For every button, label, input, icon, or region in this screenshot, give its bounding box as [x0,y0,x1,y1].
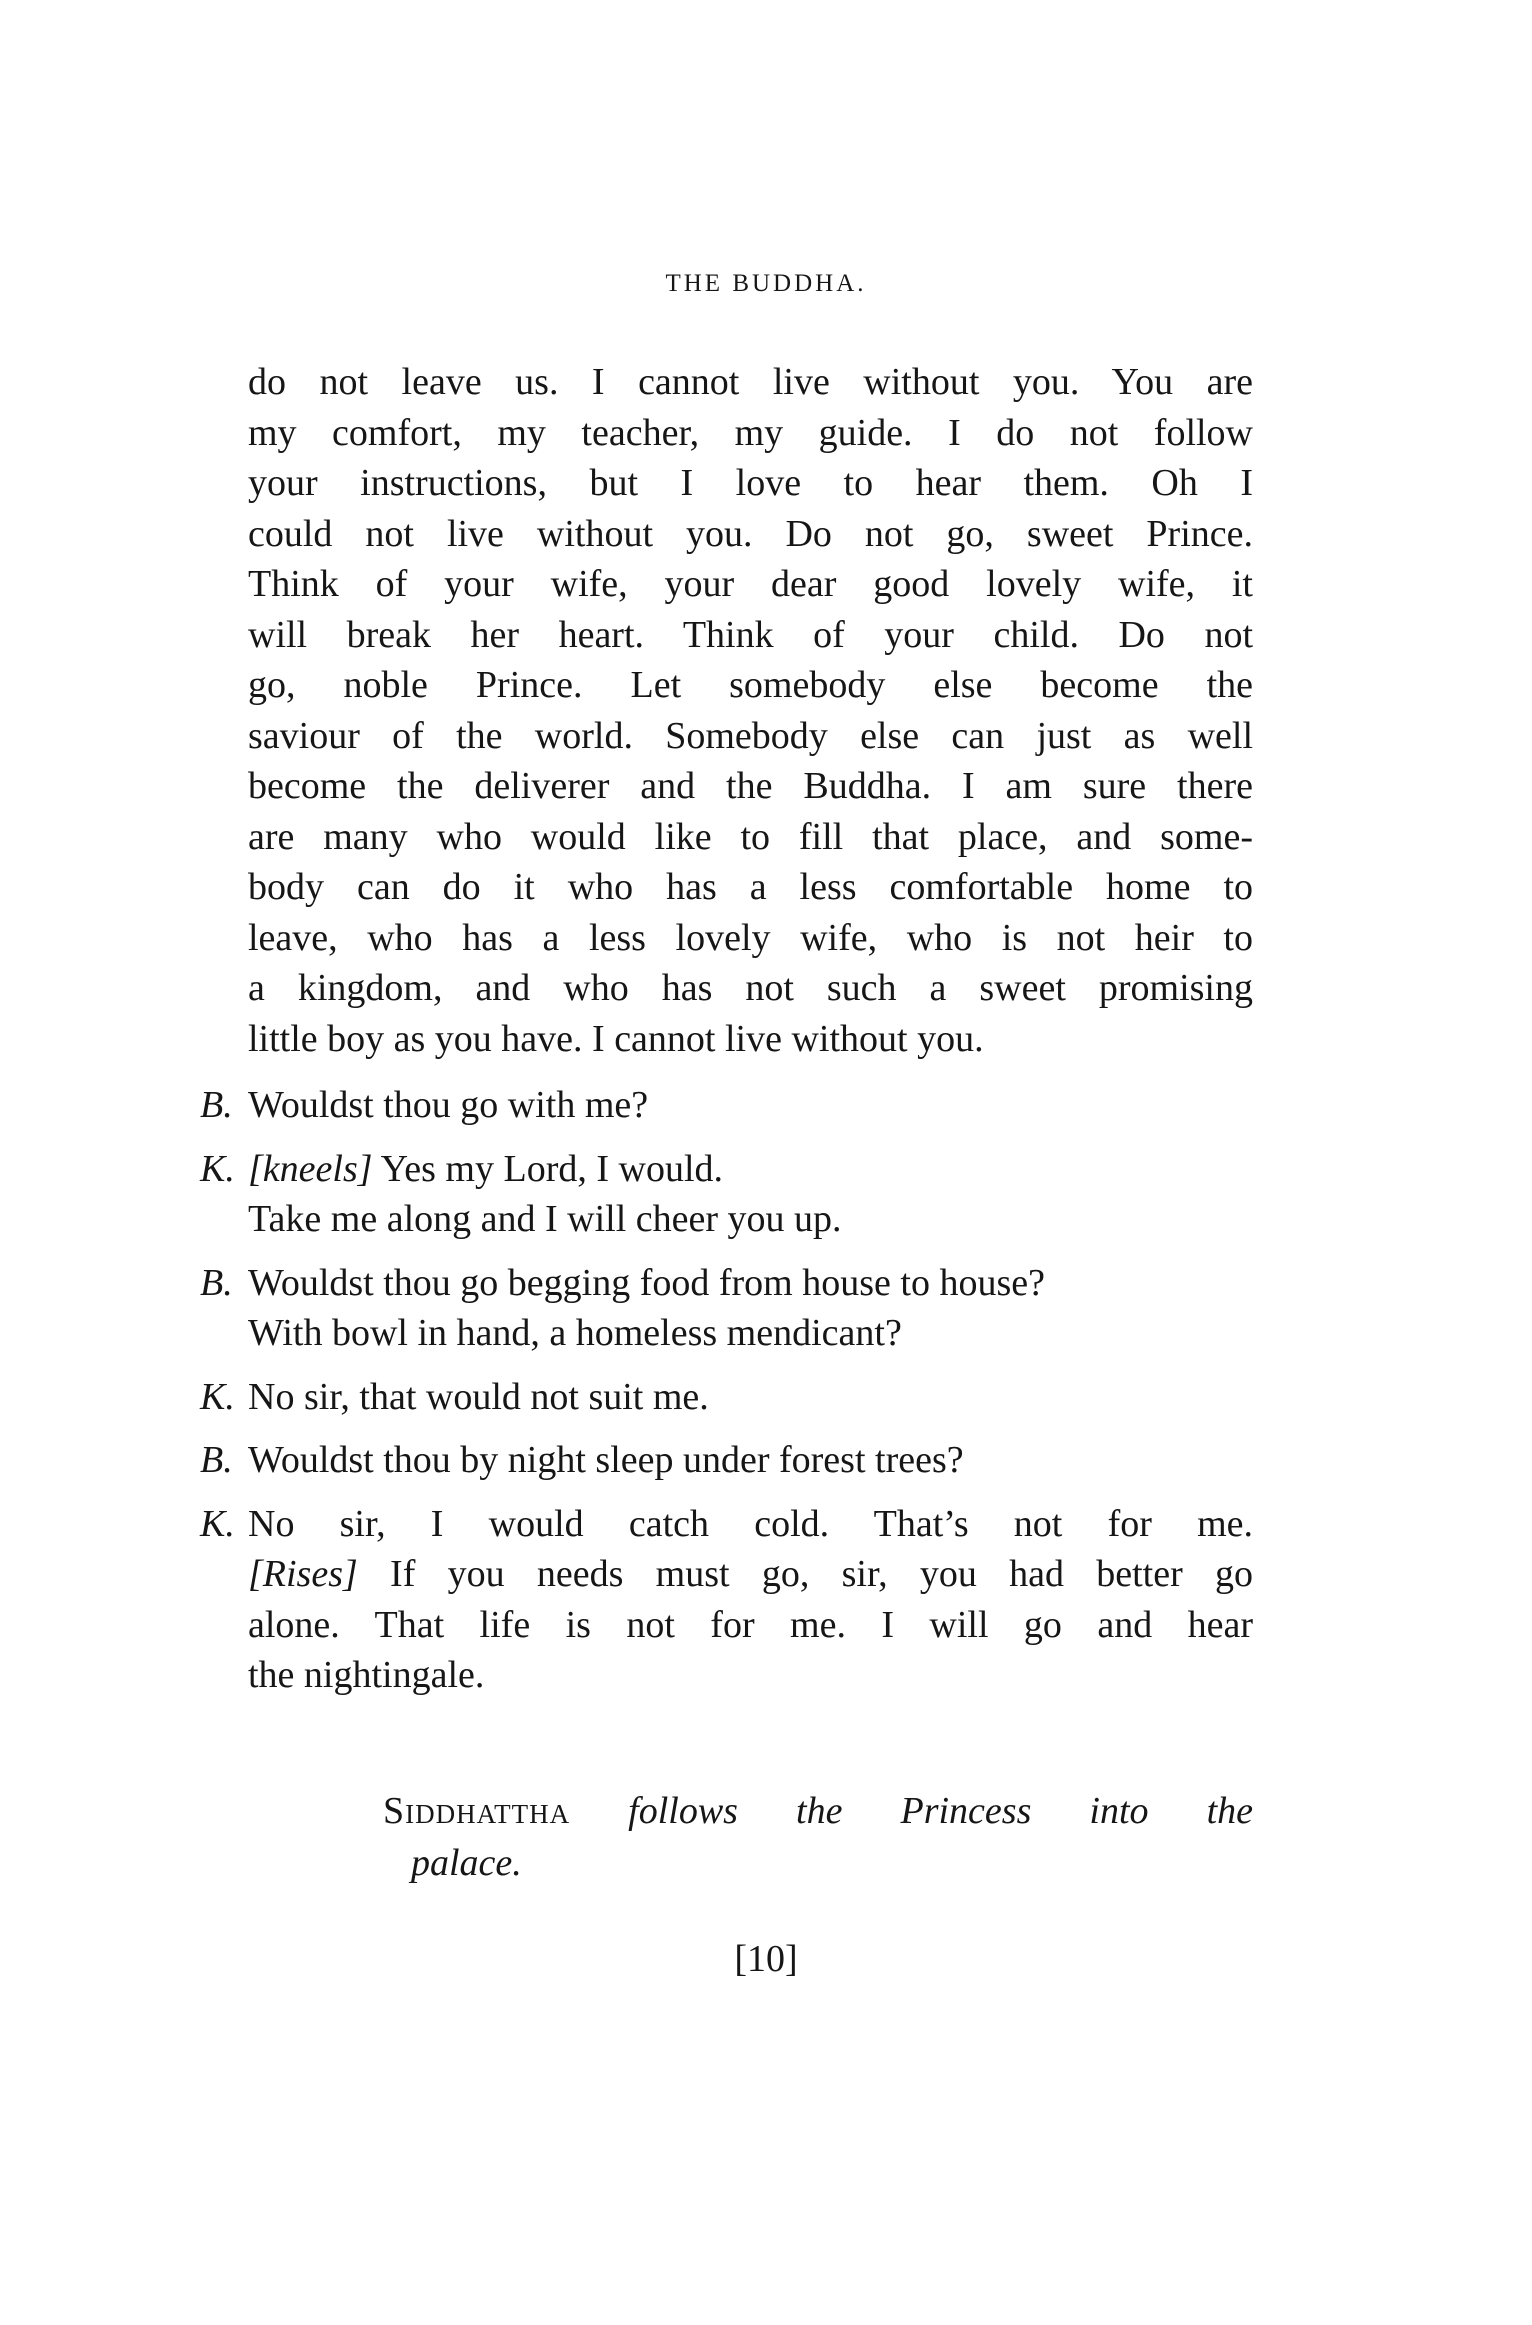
speech-text: If you needs must go, sir, you had better go [357,1553,1253,1595]
speech-b3 [200,1435,1253,1486]
stage-text: follows the Princess into the [570,1790,1253,1832]
speech-line: With bowl in hand, a homeless mendicant? [248,1312,902,1354]
prose-line: go, noble Prince. Let somebody else become the [248,664,1253,706]
prose-line: your instructions, but I love to hear them. Oh I [248,462,1253,504]
speech-line: alone. That life is not for me. I will go and hear [248,1603,1253,1646]
stage-direction-inline: [kneels] [248,1147,373,1190]
dialogue-block [200,1080,1253,1714]
speaker-label: K. [200,1502,235,1545]
prose-line: will break her heart. Think of your child. Do not [248,613,1253,656]
prose-line: a kingdom, and who has not such a sweet promising [248,967,1253,1009]
speaker-label: K. [200,1375,235,1418]
running-head: THE BUDDHA. [665,270,867,297]
speech-line [248,1144,1190,1195]
speech-line: Wouldst thou go begging food from house to house? [248,1261,1045,1304]
prose-line: Think of your wife, your dear good lovely wife, it [248,563,1253,605]
speech-line: Wouldst thou go with me? [248,1084,649,1126]
speech-line: Wouldst thou by night sleep under forest trees? [248,1439,964,1481]
speaker-label: B. [200,1439,233,1481]
speech-k2 [200,1372,1253,1423]
speaker-label: K. [200,1147,235,1190]
prose-line: saviour of the world. Somebody else can just as well [248,714,1253,757]
speech-b1 [200,1080,1253,1131]
stage-line: palace. [411,1842,522,1884]
speech-k3 [200,1499,1253,1701]
prose-line: little boy as you have. I cannot live without you. [248,1017,984,1060]
speaker-label: B. [200,1261,233,1304]
speech-k1 [200,1144,1253,1245]
speech-text: Yes my Lord, I would. [380,1147,723,1190]
speech-line: the nightingale. [248,1654,485,1696]
character-name: Siddhattha [383,1790,571,1832]
stage-line [383,1785,1253,1837]
prose-paragraph [248,357,1253,1064]
prose-line: are many who would like to fill that place, and some- [248,815,1253,858]
speaker-label: B. [200,1084,233,1126]
stage-direction-inline: [Rises] [248,1553,358,1595]
closing-stage-direction [383,1785,1253,1889]
speech-line [248,1549,1253,1600]
prose-line: could not live without you. Do not go, sweet Prince. [248,512,1253,555]
speech-line: Take me along and I will cheer you up. [248,1198,842,1240]
prose-line: do not leave us. I cannot live without you. You are [248,361,1253,403]
prose-line: leave, who has a less lovely wife, who is not heir to [248,916,1253,959]
prose-line: become the deliverer and the Buddha. I am sure there [248,765,1253,807]
speech-line: No sir, that would not suit me. [248,1375,709,1418]
speech-b2 [200,1258,1253,1359]
prose-line: my comfort, my teacher, my guide. I do not follow [248,411,1253,454]
page-number: [10] [734,1938,798,1980]
prose-line: body can do it who has a less comfortable home to [248,866,1253,908]
speech-line: No sir, I would catch cold. That’s not for me. [248,1502,1253,1545]
